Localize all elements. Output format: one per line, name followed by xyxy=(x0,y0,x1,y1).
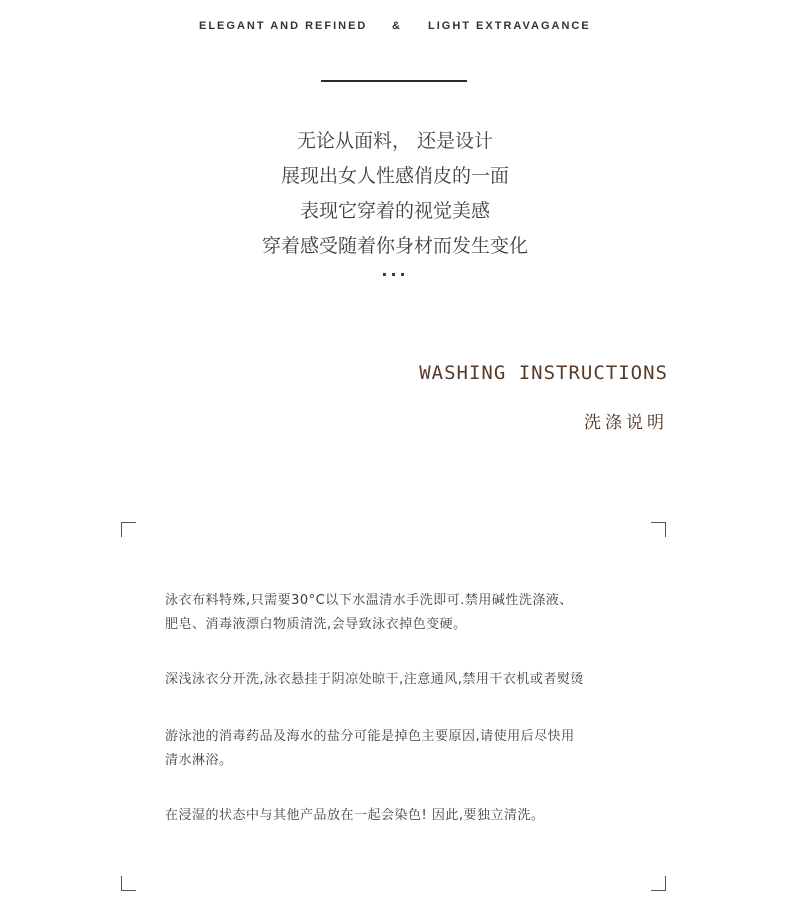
intro-line: 表现它穿着的视觉美感 xyxy=(299,200,490,222)
instruction-line: 在浸湿的状态中与其他产品放在一起会染色! 因此,要独立清洗。 xyxy=(165,808,545,823)
instruction-line: 深浅泳衣分开洗,泳衣悬挂于阴凉处晾干,注意通风,禁用干衣机或者熨烫 xyxy=(165,672,584,687)
brand-tagline xyxy=(0,20,790,36)
intro-line: 穿着感受随着你身材而发生变化 xyxy=(261,235,528,257)
tagline-right: LIGHT EXTRAVAGANCE xyxy=(428,20,591,32)
washing-title-cn: 洗涤说明 xyxy=(584,413,668,433)
frame-corner-top-right xyxy=(651,522,666,537)
header-divider xyxy=(321,80,467,82)
instruction-line: 游泳池的消毒药品及海水的盐分可能是掉色主要原因,请使用后尽快用 xyxy=(165,729,575,744)
intro-text xyxy=(0,124,790,264)
intro-line: 无论从面料， 还是设计 xyxy=(296,130,494,152)
instruction-paragraph xyxy=(165,804,645,828)
frame-corner-bottom-left xyxy=(121,876,136,891)
instruction-paragraph xyxy=(165,668,645,692)
instruction-paragraph xyxy=(165,589,645,637)
intro-line: 展现出女人性感俏皮的一面 xyxy=(280,165,509,187)
frame-corner-top-left xyxy=(121,522,136,537)
tagline-ampersand: & xyxy=(392,20,402,32)
instruction-paragraph xyxy=(165,725,645,773)
washing-title-en: WASHING INSTRUCTIONS xyxy=(419,362,668,384)
instruction-line: 清水淋浴。 xyxy=(165,753,233,768)
frame-corner-bottom-right xyxy=(651,876,666,891)
ellipsis-dots: ··· xyxy=(381,265,409,284)
instruction-line: 泳衣布料特殊,只需要30°C以下水温清水手洗即可.禁用碱性洗涤液、 xyxy=(165,593,573,608)
instruction-line: 肥皂、消毒液漂白物质清洗,会导致泳衣掉色变硬。 xyxy=(165,617,467,632)
tagline-left: ELEGANT AND REFINED xyxy=(199,20,368,32)
